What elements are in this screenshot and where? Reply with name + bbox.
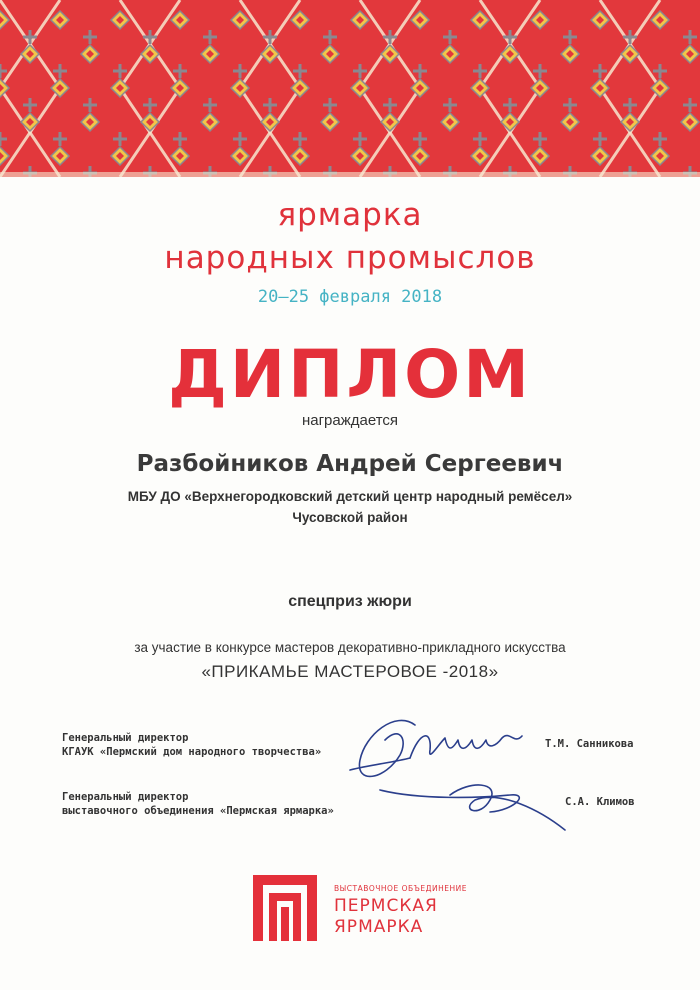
signatory1-name: Т.М. Санникова xyxy=(545,738,634,750)
contest-description: за участие в конкурсе мастеров декоративно-прикладного искусства xyxy=(134,640,566,655)
handwritten-signature xyxy=(340,700,580,840)
diploma-title: ДИПЛОМ xyxy=(168,336,532,413)
awarded-label: награждается xyxy=(301,412,399,429)
signatory2-name: С.А. Климов xyxy=(565,796,635,808)
folk-ornament-banner xyxy=(0,0,700,177)
logo-line1: ПЕРМСКАЯ xyxy=(334,896,438,916)
event-dates: 20–25 февраля 2018 xyxy=(257,287,443,307)
recipient-organization: МБУ ДО «Верхнегородковский детский центр народный ремёсел» xyxy=(127,489,573,504)
event-title-line1: ярмарка xyxy=(277,197,423,233)
recipient-name: Разбойников Андрей Сергеевич xyxy=(136,451,564,477)
contest-name: «ПРИКАМЬЕ МАСТЕРОВОЕ -2018» xyxy=(201,662,499,681)
logo-line2: ЯРМАРКА xyxy=(334,917,424,937)
signatory2-org: выставочного объединения «Пермская ярмарка» xyxy=(62,805,334,817)
recipient-region: Чусовской район xyxy=(292,510,408,525)
signatory1-role: Генеральный директор xyxy=(62,732,189,744)
perm-fair-logo xyxy=(251,873,319,943)
prize-name: спецприз жюри xyxy=(288,593,412,610)
signatory2-role: Генеральный директор xyxy=(62,791,189,803)
event-title-line2: народных промыслов xyxy=(164,240,536,276)
signatory1-org: КГАУК «Пермский дом народного творчества» xyxy=(62,746,322,758)
logo-subtitle: ВЫСТАВОЧНОЕ ОБЪЕДИНЕНИЕ xyxy=(334,884,467,893)
